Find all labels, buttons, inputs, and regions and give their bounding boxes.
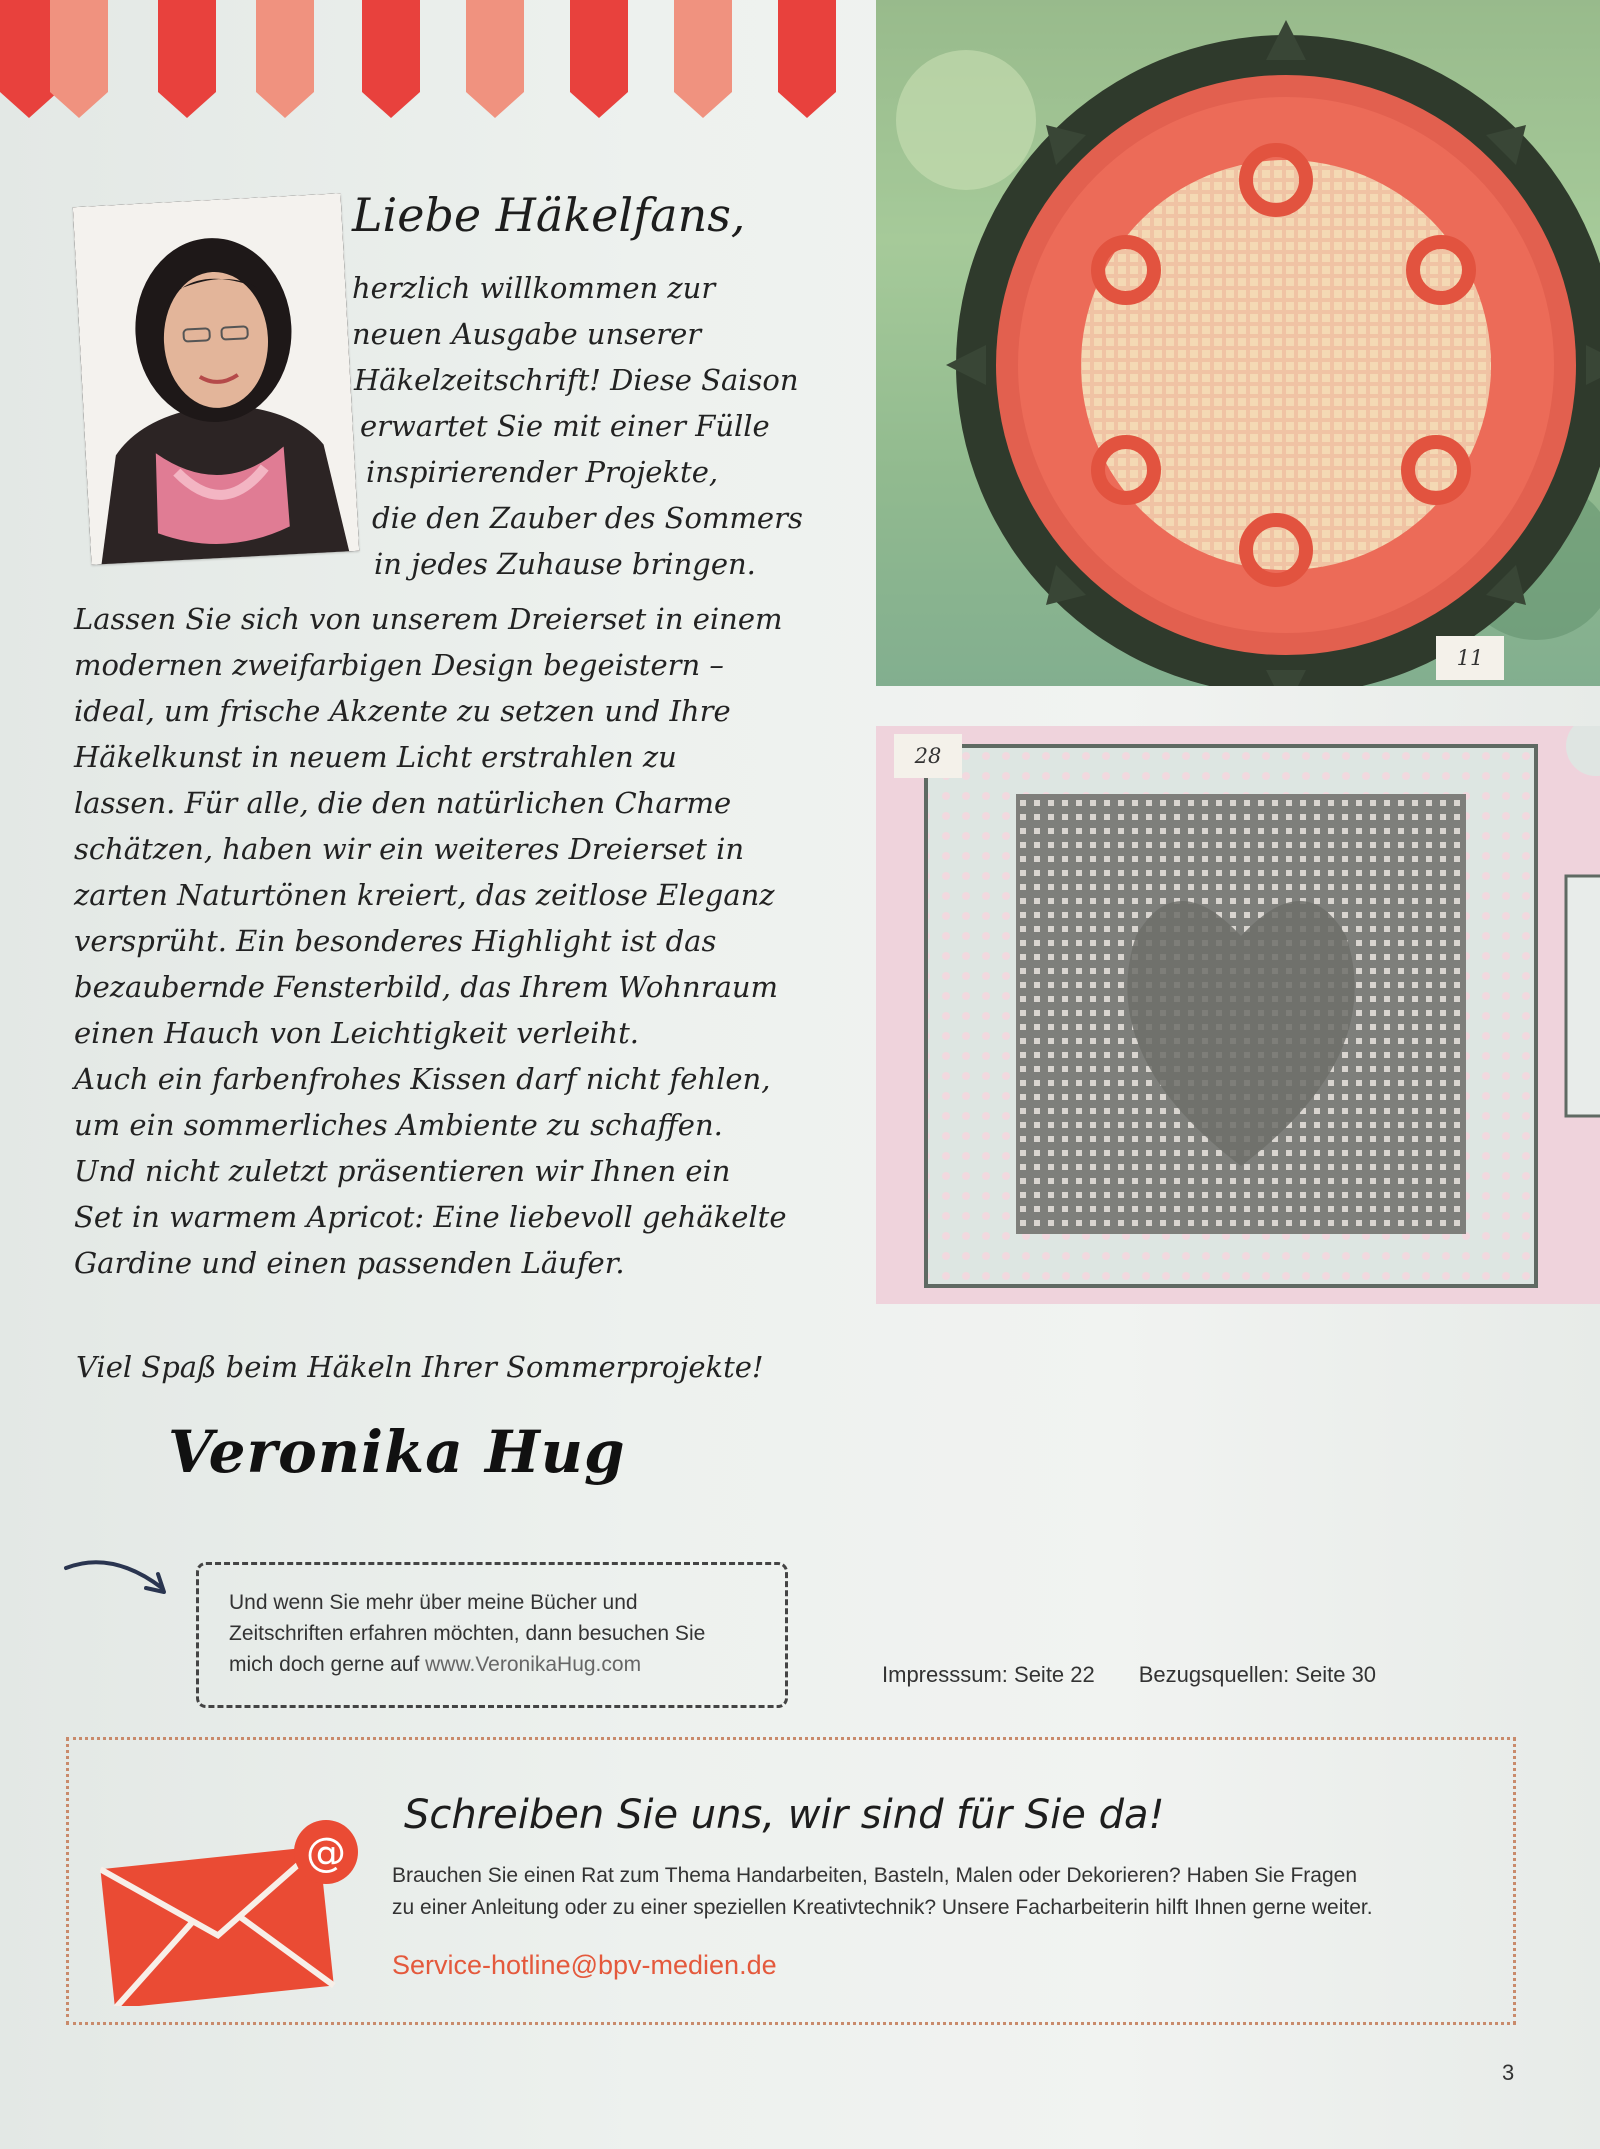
body-line: Häkelkunst in neuem Licht erstrahlen zu bbox=[74, 740, 677, 774]
intro-line: neuen Ausgabe unserer bbox=[352, 317, 702, 351]
arrow-icon bbox=[62, 1548, 172, 1608]
body-line: Set in warmem Apricot: Eine liebevoll gehäkelte bbox=[74, 1200, 787, 1234]
mail-icon bbox=[100, 1806, 370, 2006]
body-line: um ein sommerliches Ambiente zu schaffen. bbox=[74, 1108, 723, 1142]
page-badge-28: 28 bbox=[894, 734, 962, 778]
contact-title: Schreiben Sie uns, wir sind für Sie da! bbox=[404, 1792, 1165, 1838]
intro-line: herzlich willkommen zur bbox=[352, 271, 716, 305]
body-line: Gardine und einen passenden Läufer. bbox=[74, 1246, 625, 1280]
bunting-flag bbox=[778, 0, 836, 118]
bunting-flag bbox=[50, 0, 108, 118]
body-line: Auch ein farbenfrohes Kissen darf nicht fehlen, bbox=[74, 1062, 771, 1096]
intro-line: in jedes Zuhause bringen. bbox=[374, 547, 756, 581]
page-number: 3 bbox=[1502, 2060, 1515, 2085]
intro-line: die den Zauber des Sommers bbox=[372, 501, 803, 535]
bunting-decoration bbox=[0, 0, 880, 130]
website-link[interactable]: www.VeronikaHug.com bbox=[425, 1653, 642, 1676]
website-infobox bbox=[196, 1562, 788, 1708]
bezugsquellen-reference: Bezugsquellen: Seite 30 bbox=[1138, 1662, 1377, 1687]
square-doily-photo bbox=[876, 726, 1600, 1304]
page-badge-11: 11 bbox=[1436, 636, 1504, 680]
body-line: versprüht. Ein besonderes Highlight ist das bbox=[74, 924, 717, 958]
intro-line: inspirierender Projekte, bbox=[366, 455, 719, 489]
bunting-flag bbox=[570, 0, 628, 118]
letter-body bbox=[74, 596, 864, 1286]
doily-photo bbox=[876, 0, 1600, 686]
bunting-flag bbox=[674, 0, 732, 118]
body-line: modernen zweifarbigen Design begeistern – bbox=[74, 648, 724, 682]
impressum-reference: Impresssum: Seite 22 bbox=[882, 1662, 1095, 1687]
intro-line: erwartet Sie mit einer Fülle bbox=[360, 409, 770, 443]
body-line: schätzen, haben wir ein weiteres Dreierset in bbox=[74, 832, 745, 866]
letter-greeting: Liebe Häkelfans, bbox=[352, 188, 746, 242]
contact-text bbox=[392, 1860, 1492, 1924]
body-line: Lassen Sie sich von unserem Dreierset in einem bbox=[74, 602, 783, 636]
body-line: bezaubernde Fensterbild, das Ihrem Wohnraum bbox=[74, 970, 779, 1004]
contact-text-line: Brauchen Sie einen Rat zum Thema Handarbeiten, Basteln, Malen oder Dekorieren? Haben Sie Fragen bbox=[392, 1864, 1358, 1887]
body-line: lassen. Für alle, die den natürlichen Charme bbox=[74, 786, 732, 820]
body-line: ideal, um frische Akzente zu setzen und Ihre bbox=[74, 694, 731, 728]
author-portrait bbox=[73, 193, 359, 565]
body-line: zarten Naturtönen kreiert, das zeitlose Eleganz bbox=[74, 878, 775, 912]
bunting-flag bbox=[362, 0, 420, 118]
body-line: einen Hauch von Leichtigkeit verleiht. bbox=[74, 1016, 639, 1050]
body-line: Und nicht zuletzt präsentieren wir Ihnen ein bbox=[74, 1154, 731, 1188]
infobox-text: Und wenn Sie mehr über meine Bücher und Zeitschriften erfahren möchten, dann besuchen Sie mich doch gerne auf bbox=[229, 1591, 706, 1676]
letter-intro bbox=[352, 265, 852, 587]
page-references bbox=[882, 1662, 1376, 1688]
bunting-flag bbox=[0, 0, 58, 118]
bunting-flag bbox=[158, 0, 216, 118]
bunting-flag bbox=[256, 0, 314, 118]
contact-text-line: zu einer Anleitung oder zu einer speziellen Kreativtechnik? Unsere Facharbeiterin hilft Ihnen gerne weiter. bbox=[392, 1896, 1373, 1919]
signature: Veronika Hug bbox=[168, 1418, 626, 1486]
intro-line: Häkelzeitschrift! Diese Saison bbox=[354, 363, 799, 397]
contact-email-link[interactable]: Service-hotline@bpv-medien.de bbox=[392, 1950, 777, 1980]
letter-closing: Viel Spaß beim Häkeln Ihrer Sommerprojekte! bbox=[76, 1350, 764, 1384]
bunting-flag bbox=[466, 0, 524, 118]
svg-text:@: @ bbox=[306, 1830, 346, 1876]
